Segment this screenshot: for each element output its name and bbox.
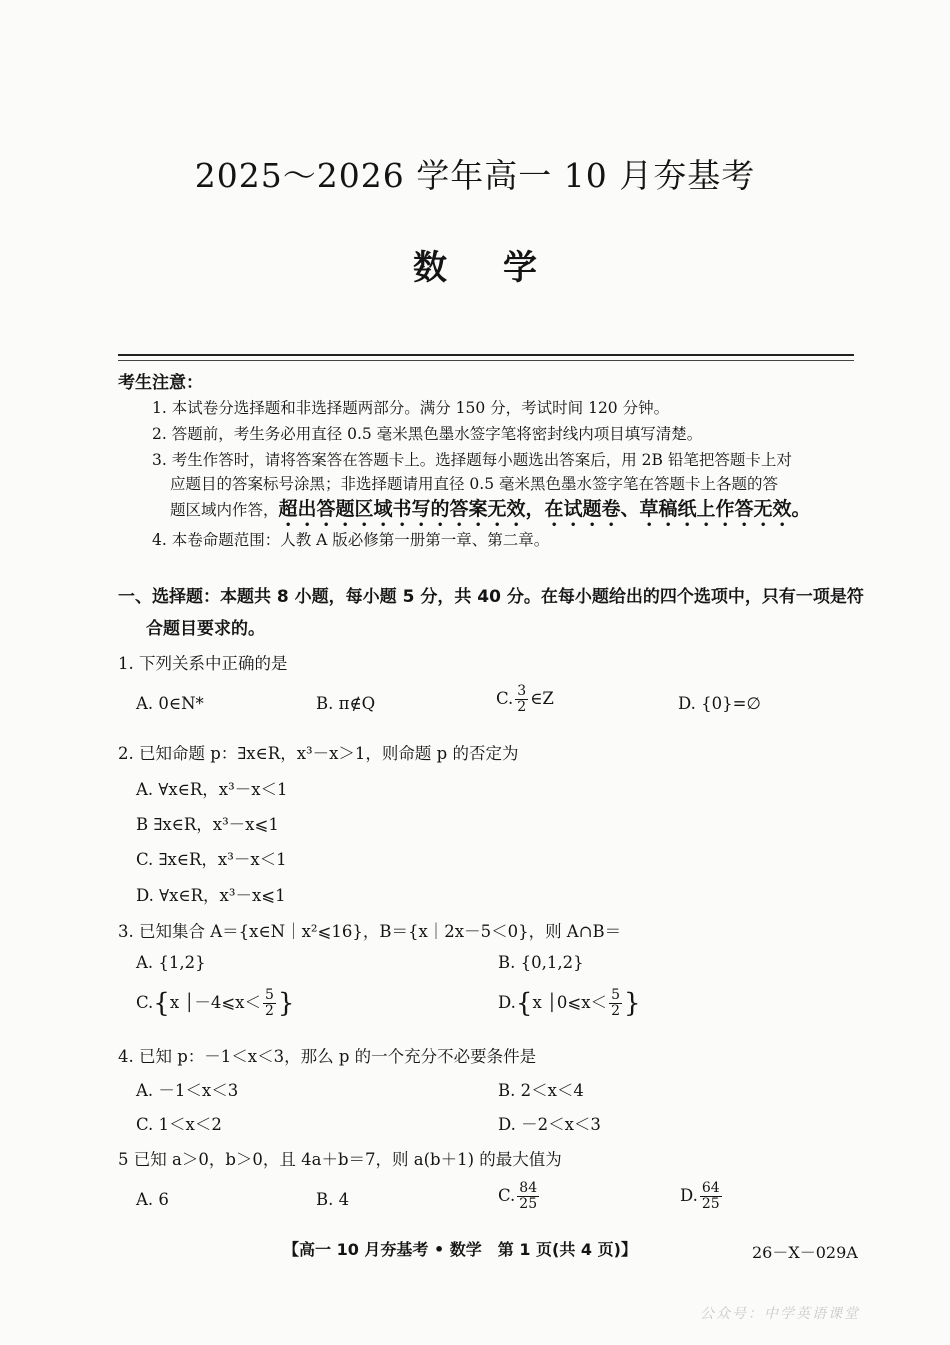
question-3-option-d-set: x │0⩽x＜ — [532, 993, 608, 1012]
notice-item-4: 4. 本卷命题范围：人教 A 版必修第一册第一章、第二章。 — [152, 531, 550, 549]
question-5-option-c — [498, 1181, 541, 1212]
question-3-option-c-set: x │－4⩽x＜ — [169, 993, 261, 1012]
question-2-option-c: C. ∃x∈R，x³－x＜1 — [136, 850, 287, 869]
question-4-option-b: B. 2＜x＜4 — [498, 1081, 584, 1100]
fraction — [609, 988, 622, 1019]
notice-item-3-line-3 — [170, 494, 811, 531]
fraction-denominator: 2 — [264, 1003, 274, 1019]
notice-item-1: 1. 本试卷分选择题和非选择题两部分。满分 150 分，考试时间 120 分钟。 — [152, 399, 670, 417]
question-1-option-c — [496, 684, 554, 715]
notice-warning-emphasis: 超出答题区域书写的答案无效，在试题卷、草稿纸上作答无效。 — [278, 498, 811, 520]
question-5-option-d — [680, 1181, 724, 1212]
right-brace: } — [623, 988, 641, 1019]
notice-item-3-line-2: 应题目的答案标号涂黑；非选择题请用直径 0.5 毫米黑色墨水签字笔在答题卡上各题的答 — [170, 475, 779, 493]
watermark: 公众号：中学英语课堂 — [700, 1306, 860, 1322]
fraction — [515, 684, 528, 715]
notice-heading: 考生注意： — [118, 373, 203, 393]
question-2-option-b: B ∃x∈R，x³－x⩽1 — [136, 815, 279, 834]
subject-title — [0, 240, 950, 289]
right-brace: } — [277, 988, 295, 1019]
question-1-option-a: A. 0∈N* — [136, 694, 204, 713]
question-4-stem: 4. 已知 p：－1＜x＜3，那么 p 的一个充分不必要条件是 — [118, 1047, 537, 1066]
question-1-stem: 1. 下列关系中正确的是 — [118, 654, 288, 673]
divider-thin — [118, 360, 854, 361]
question-3-option-b: B. {0,1,2} — [498, 953, 584, 972]
question-1-option-d: D. {0}=∅ — [678, 694, 761, 713]
fraction-denominator: 25 — [701, 1196, 720, 1212]
fraction-numerator: 5 — [611, 987, 620, 1003]
subject-char-2: 学 — [503, 248, 537, 288]
question-3-stem: 3. 已知集合 A＝{x∈N｜x²⩽16}，B＝{x｜2x－5＜0}，则 A∩B＝ — [118, 922, 622, 941]
fraction — [263, 988, 276, 1019]
notice-item-3-text: 题区域内作答， — [170, 501, 279, 519]
fraction — [517, 1181, 539, 1212]
section-heading-line-2: 合题目要求的。 — [146, 619, 265, 639]
question-3-option-d-label: D. — [498, 993, 516, 1012]
question-5-option-c-label: C. — [498, 1186, 516, 1205]
question-1-option-c-label: C. — [496, 689, 514, 708]
question-3-option-a: A. {1,2} — [136, 953, 206, 972]
question-5-option-a: A. 6 — [136, 1190, 169, 1209]
page-footer: 【高一 10 月夯基考 • 数学 第 1 页(共 4 页)】 — [283, 1240, 637, 1259]
subject-char-1: 数 — [413, 248, 447, 288]
question-4-option-d: D. －2＜x＜3 — [498, 1115, 601, 1134]
question-1-option-c-rel: ∈Z — [530, 689, 554, 708]
question-3-option-d — [498, 988, 641, 1019]
fraction-denominator: 25 — [519, 1196, 538, 1212]
question-5-option-d-label: D. — [680, 1186, 698, 1205]
question-4-option-c: C. 1＜x＜2 — [136, 1115, 222, 1134]
left-brace: { — [153, 988, 170, 1019]
question-4-option-a: A. －1＜x＜3 — [136, 1081, 239, 1100]
question-3-option-c — [136, 988, 294, 1019]
question-2-option-a: A. ∀x∈R，x³－x＜1 — [136, 780, 288, 799]
question-2-option-d: D. ∀x∈R，x³－x⩽1 — [136, 886, 286, 905]
fraction-denominator: 2 — [611, 1003, 620, 1019]
question-2-stem: 2. 已知命题 p：∃x∈R，x³－x＞1，则命题 p 的否定为 — [118, 744, 519, 763]
divider-thick — [118, 354, 854, 356]
question-1-option-b: B. π∉Q — [316, 694, 376, 713]
fraction — [700, 1181, 722, 1212]
question-5-option-b: B. 4 — [316, 1190, 350, 1209]
fraction-denominator: 2 — [517, 699, 527, 715]
notice-item-2: 2. 答题前，考生务必用直径 0.5 毫米黑色墨水签字笔将密封线内项目填写清楚。 — [152, 425, 703, 443]
question-3-option-c-label: C. — [136, 993, 154, 1012]
fraction-numerator: 5 — [264, 987, 274, 1003]
fraction-numerator: 3 — [517, 683, 527, 699]
left-brace: { — [515, 988, 533, 1019]
question-5-stem: 5 已知 a＞0，b＞0，且 4a＋b＝7，则 a(b＋1) 的最大值为 — [118, 1150, 562, 1169]
fraction-numerator: 84 — [519, 1180, 538, 1196]
fraction-numerator: 64 — [701, 1180, 720, 1196]
notice-item-3-line-1: 3. 考生作答时，请将答案答在答题卡上。选择题每小题选出答案后，用 2B 铅笔把答题卡上对 — [152, 451, 792, 469]
paper-code: 26－X－029A — [752, 1243, 858, 1262]
section-heading-line-1: 一、选择题：本题共 8 小题，每小题 5 分，共 40 分。在每小题给出的四个选项中，只有一项是符 — [118, 587, 864, 607]
exam-title: 2025～2026 学年高一 10 月夯基考 — [194, 156, 756, 195]
